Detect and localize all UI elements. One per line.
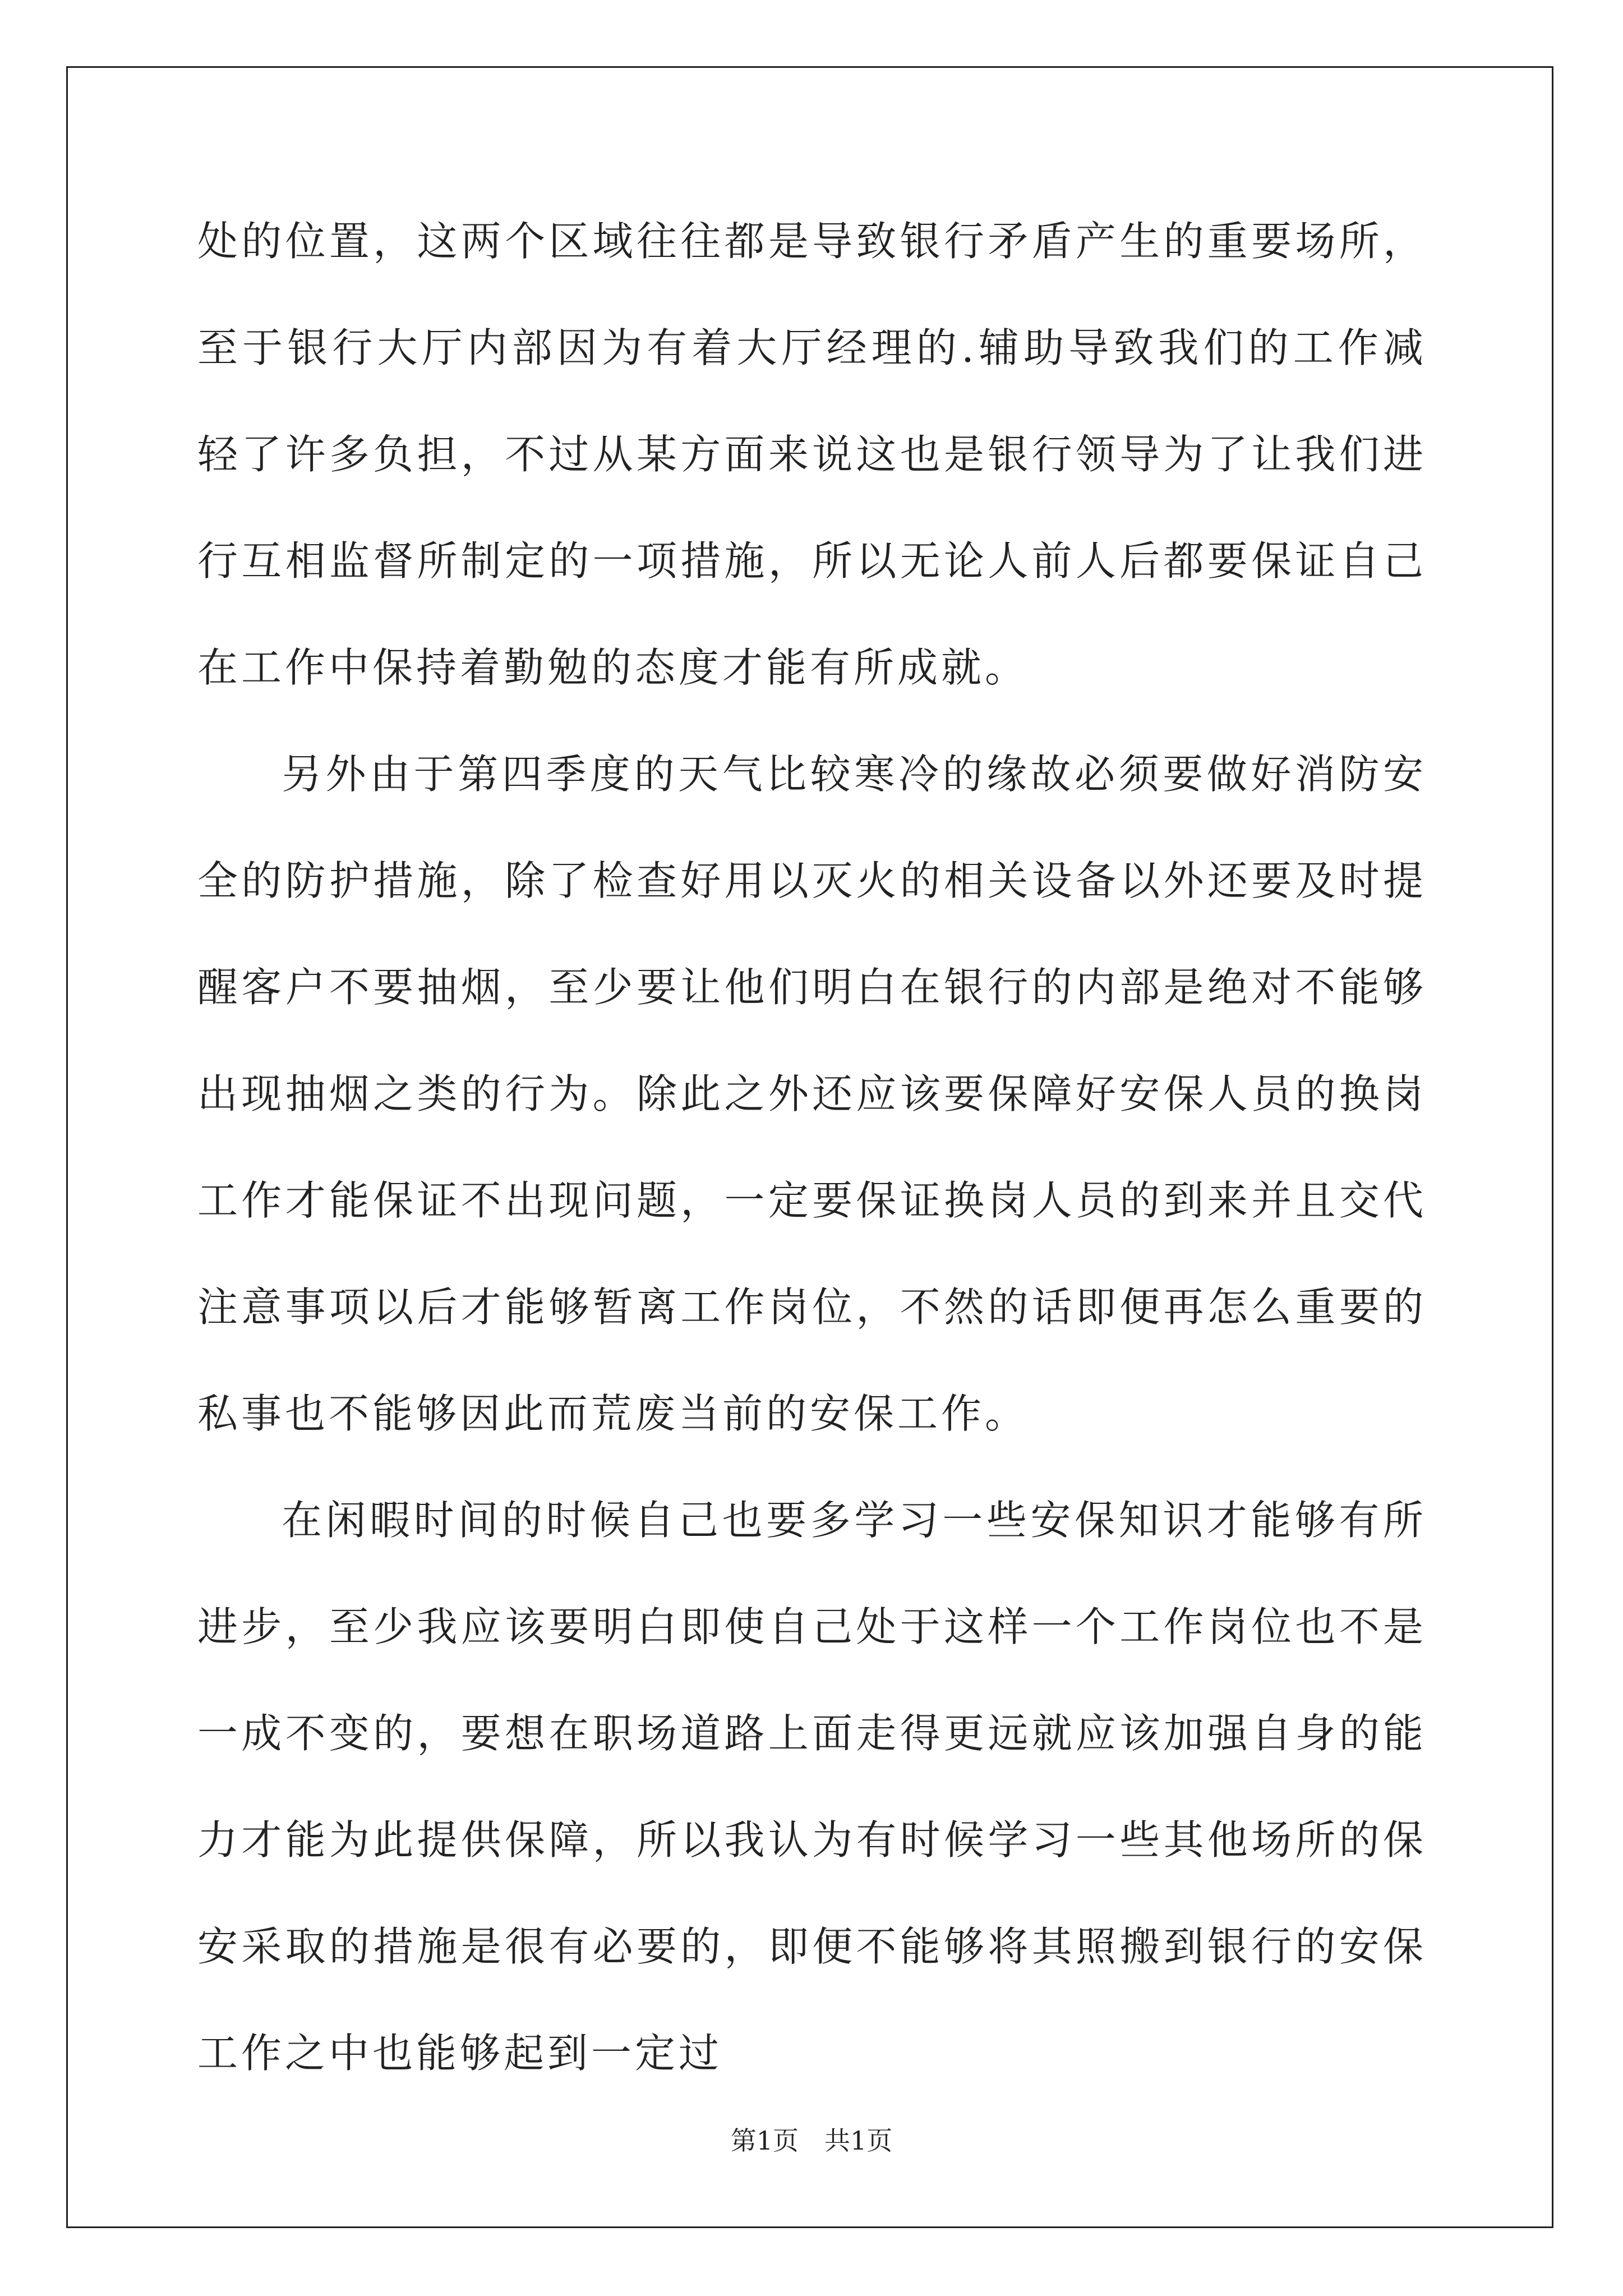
paragraph-3: 在闲暇时间的时候自己也要多学习一些安保知识才能够有所进步，至少我应该要明白即使自己处于这样一个工作岗位也不是一成不变的，要想在职场道路上面走得更远就应该加强自身的能力才能为此提供保障，所以我认为有时候学习一些其他场所的保安采取的措施是很有必要的，即便不能够将其照搬到银行的安保工作之中也能够起到一定过 [197,1497,1427,2077]
page-number: 第1页 共1页 [730,2125,893,2156]
paragraph-1: 处的位置，这两个区域往往都是导致银行矛盾产生的重要场所，至于银行大厅内部因为有着大厅经理的.辅助导致我们的工作减轻了许多负担，不过从某方面来说这也是银行领导为了让我们进行互相监督所制定的一项措施，所以无论人前人后都要保证自己在工作中保持着勤勉的态度才能有所成就。 [197,218,1427,691]
document-body [197,188,1427,2106]
paragraph-2: 另外由于第四季度的天气比较寒冷的缘故必须要做好消防安全的防护措施，除了检查好用以灭火的相关设备以外还要及时提醒客户不要抽烟，至少要让他们明白在银行的内部是绝对不能够出现抽烟之类的行为。除此之外还应该要保障好安保人员的换岗工作才能保证不出现问题，一定要保证换岗人员的到来并且交代注意事项以后才能够暂离工作岗位，不然的话即便再怎么重要的私事也不能够因此而荒废当前的安保工作。 [197,751,1427,1437]
